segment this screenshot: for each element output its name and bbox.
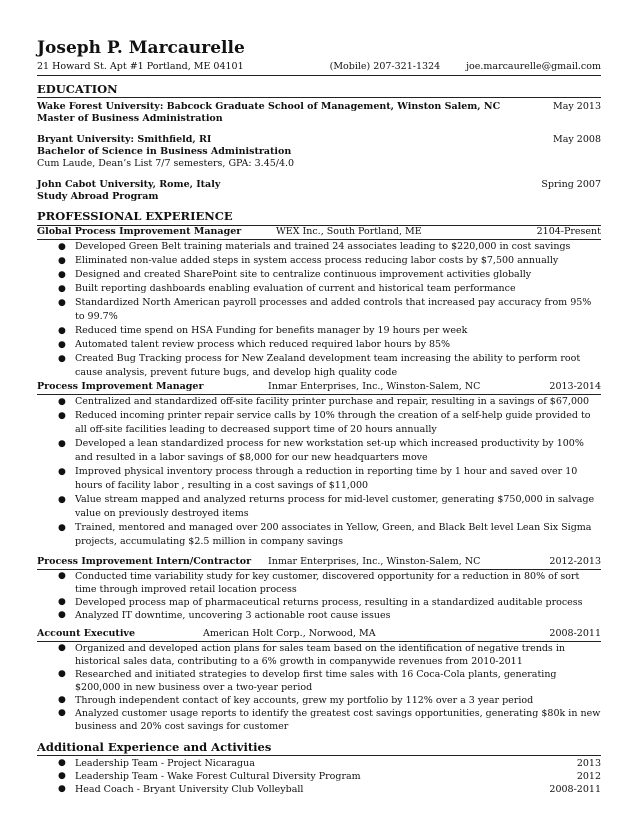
degree: Study Abroad Program: [37, 191, 159, 202]
resume-page: [37, 38, 601, 796]
bullet-text: Developed a lean standardized process for new workstation set-up which increased productivity by 100% and resulted in a labor savings of $8,000 for our new headquarters move: [75, 438, 584, 463]
list-item: [37, 465, 601, 493]
school-name: Wake Forest University: Babcock Graduate School of Management, Winston Salem, NC: [37, 101, 501, 112]
bullet-text: Developed process map of pharmaceutical returns process, resulting in a standardized auditable process: [75, 597, 583, 608]
bullet-text: Reduced time spend on HSA Funding for benefits manager by 19 hours per week: [75, 325, 468, 336]
bullet-icon: ●: [58, 695, 66, 705]
list-item: [37, 409, 601, 437]
education-entry: [37, 179, 601, 203]
list-item: [37, 757, 601, 770]
phone: (Mobile) 207-321-1324: [329, 61, 441, 72]
education-note: Cum Laude, Dean’s List 7/7 semesters, GPA: 3.45/4.0: [37, 158, 295, 169]
activity-date: 2013: [576, 758, 601, 769]
list-item: [37, 521, 601, 549]
bullet-text: Researched and initiated strategies to develop first time sales with 16 Coca-Cola plants, generating $200,000 in new business over a two-year period: [75, 669, 557, 693]
bullet-icon: ●: [58, 784, 66, 794]
list-item: [37, 596, 601, 609]
list-item: [37, 254, 601, 268]
job-dates: 2012-2013: [549, 556, 601, 567]
list-item: [37, 324, 601, 338]
bullet-text: Conducted time variability study for key customer, discovered opportunity for a reduction in 80% of sort time through improved retail location process: [75, 571, 580, 595]
education-entry: [37, 134, 601, 170]
list-item: [37, 352, 601, 380]
list-item: [37, 338, 601, 352]
bullet-icon: ●: [58, 669, 66, 679]
bullet-text: Analyzed customer usage reports to identify the greatest cost savings opportunities, generating $80k in new business and 20% cost savings for customer: [75, 708, 601, 732]
bullet-text: Developed Green Belt training materials and trained 24 associates leading to $220,000 in cost savings: [75, 241, 571, 252]
bullet-text: Designed and created SharePoint site to centralize continuous improvement activities globally: [75, 269, 532, 280]
education-heading: EDUCATION: [37, 82, 601, 98]
job-dates: 2013-2014: [549, 381, 601, 392]
list-item: [37, 240, 601, 254]
list-item: [37, 694, 601, 707]
bullet-icon: ●: [58, 610, 66, 620]
bullet-icon: ●: [58, 571, 66, 581]
list-item: [37, 783, 601, 796]
list-item: [37, 437, 601, 465]
experience-heading: PROFESSIONAL EXPERIENCE: [37, 209, 233, 223]
job-entry: [37, 225, 601, 380]
activities-heading: Additional Experience and Activities: [37, 740, 601, 756]
bullet-text: Eliminated non-value added steps in system access process reducing labor costs by $7,500 annually: [75, 255, 559, 266]
bullet-icon: ●: [58, 523, 66, 533]
candidate-name: Joseph P. Marcaurelle: [37, 38, 245, 58]
bullet-text: Value stream mapped and analyzed returns process for mid-level customer, generating $750,000 in salvage value on previously destroyed items: [75, 494, 595, 519]
school-name: John Cabot University, Rome, Italy: [37, 179, 221, 190]
job-bullets: [37, 570, 601, 622]
school-name: Bryant University: Smithfield, RI: [37, 134, 212, 145]
bullet-icon: ●: [58, 298, 66, 308]
bullet-icon: ●: [58, 758, 66, 768]
bullet-icon: ●: [58, 411, 66, 421]
bullet-text: Organized and developed action plans for sales team based on the identification of negative trends in historical sales data, contributing to a 6% growth in companywide revenues from 2010-2011: [75, 643, 565, 667]
job-entry: [37, 381, 601, 549]
job-bullets: [37, 240, 601, 380]
bullet-icon: ●: [58, 708, 66, 718]
job-title: Process Improvement Intern/Contractor: [37, 556, 252, 567]
job-company: WEX Inc., South Portland, ME: [276, 226, 422, 237]
list-item: [37, 493, 601, 521]
activity-label: Head Coach - Bryant University Club Volleyball: [75, 784, 304, 795]
list-item: [37, 609, 601, 622]
bullet-icon: ●: [58, 284, 66, 294]
education-date: Spring 2007: [541, 179, 601, 190]
education-entry: [37, 101, 601, 125]
job-company: Inmar Enterprises, Inc., Winston-Salem, NC: [268, 381, 481, 392]
bullet-icon: ●: [58, 495, 66, 505]
job-bullets: [37, 642, 601, 733]
bullet-text: Built reporting dashboards enabling evaluation of current and historical team performance: [75, 283, 516, 294]
bullet-icon: ●: [58, 326, 66, 336]
bullet-icon: ●: [58, 270, 66, 280]
bullet-icon: ●: [58, 597, 66, 607]
email[interactable]: joe.marcaurelle@gmail.com: [466, 61, 601, 72]
bullet-icon: ●: [58, 397, 66, 407]
bullet-text: Reduced incoming printer repair service calls by 10% through the creation of a self-help guide provided to all off-site facilities leading to decreased support time of 20 hours annually: [75, 410, 591, 435]
bullet-icon: ●: [58, 771, 66, 781]
list-item: [37, 296, 601, 324]
job-dates: 2104-Present: [536, 226, 601, 237]
bullet-icon: ●: [58, 643, 66, 653]
education-date: May 2008: [553, 134, 601, 145]
bullet-text: Automated talent review process which reduced required labor hours by 85%: [75, 339, 451, 350]
list-item: [37, 395, 601, 409]
bullet-icon: ●: [58, 354, 66, 364]
degree: Bachelor of Science in Business Administration: [37, 146, 292, 157]
job-entry: [37, 556, 601, 622]
bullet-text: Created Bug Tracking process for New Zealand development team increasing the ability to perform root cause analysis, prevent future bugs, and develop high quality code: [75, 353, 581, 378]
job-company: Inmar Enterprises, Inc., Winston-Salem, NC: [268, 556, 481, 567]
list-item: [37, 770, 601, 783]
list-item: [37, 707, 601, 733]
job-title: Account Executive: [37, 628, 135, 639]
activity-date: 2012: [576, 771, 601, 782]
degree: Master of Business Administration: [37, 113, 223, 124]
job-title: Global Process Improvement Manager: [37, 226, 242, 237]
job-title: Process Improvement Manager: [37, 381, 204, 392]
bullet-icon: ●: [58, 467, 66, 477]
list-item: [37, 642, 601, 668]
address: 21 Howard St. Apt #1 Portland, ME 04101: [37, 61, 244, 72]
list-item: [37, 570, 601, 596]
bullet-text: Standardized North American payroll processes and added controls that increased pay accuracy from 95% to 99.7%: [75, 297, 592, 322]
bullet-text: Through independent contact of key accounts, grew my portfolio by 112% over a 3 year period: [75, 695, 534, 706]
bullet-icon: ●: [58, 340, 66, 350]
activity-date: 2008-2011: [549, 784, 601, 795]
job-bullets: [37, 395, 601, 549]
bullet-text: Centralized and standardized off-site facility printer purchase and repair, resulting in a savings of $67,000: [75, 396, 590, 407]
list-item: [37, 668, 601, 694]
activity-label: Leadership Team - Project Nicaragua: [75, 758, 255, 769]
job-dates: 2008-2011: [549, 628, 601, 639]
education-date: May 2013: [553, 101, 601, 112]
activities-list: [37, 757, 601, 796]
list-item: [37, 268, 601, 282]
bullet-text: Trained, mentored and managed over 200 associates in Yellow, Green, and Black Belt level Lean Six Sigma projects, accumulating $2.5 million in company savings: [75, 522, 592, 547]
job-entry: [37, 628, 601, 733]
job-company: American Holt Corp., Norwood, MA: [203, 628, 376, 639]
contact-line: [37, 58, 601, 76]
bullet-icon: ●: [58, 256, 66, 266]
bullet-icon: ●: [58, 439, 66, 449]
list-item: [37, 282, 601, 296]
bullet-icon: ●: [58, 242, 66, 252]
bullet-text: Analyzed IT downtime, uncovering 3 actionable root cause issues: [75, 610, 391, 621]
bullet-text: Improved physical inventory process through a reduction in reporting time by 1 hour and saved over 10 hours of facility labor , resulting in a cost savings of $11,000: [75, 466, 578, 491]
activity-label: Leadership Team - Wake Forest Cultural Diversity Program: [75, 771, 361, 782]
